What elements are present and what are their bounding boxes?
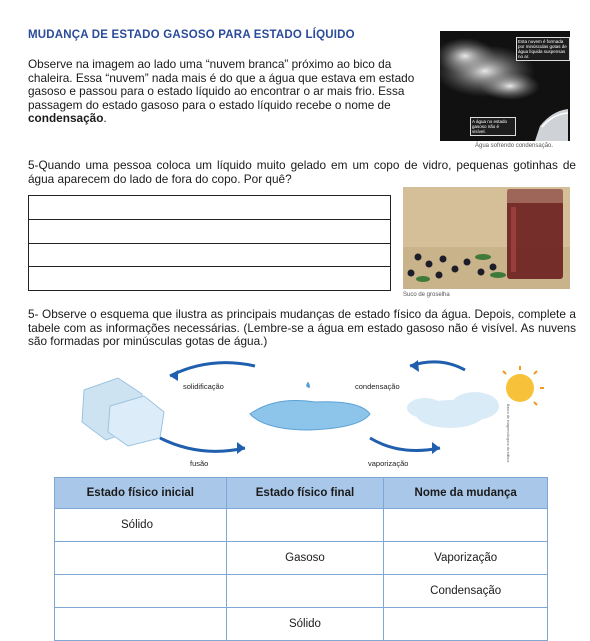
kettle-photo bbox=[440, 31, 570, 141]
kettle-label-bottom: A água no estado gasoso não é visível. bbox=[470, 117, 516, 136]
sun-icon bbox=[506, 374, 534, 402]
cloud-illustration bbox=[407, 392, 499, 428]
ice-cubes-illustration bbox=[82, 378, 164, 446]
intro-paragraph bbox=[28, 58, 433, 126]
answer-line bbox=[29, 243, 390, 244]
juice-glass-illustration bbox=[403, 187, 570, 289]
table-row bbox=[55, 542, 548, 575]
question-5a: 5-Quando uma pessoa coloca um líquido muito gelado em um copo de vidro, pequenas gotinhas de água aparecem do lado de fora do copo. Por quê? bbox=[28, 158, 576, 186]
table-cell[interactable] bbox=[55, 542, 227, 575]
state-change-diagram bbox=[70, 356, 560, 472]
label-vaporizacao: vaporização bbox=[368, 459, 409, 468]
table-row bbox=[55, 575, 548, 608]
image-credit: Banco de imagens/Arquivo da editora bbox=[506, 404, 510, 463]
answer-lines-box[interactable] bbox=[28, 195, 391, 291]
table-cell[interactable] bbox=[384, 608, 548, 641]
question-5b: 5- Observe o esquema que ilustra as principais mudanças de estado físico da água. Depois, complete a tabele com as informações necessárias. (Lembre-se a água em estado gasoso não é visível. As nuvens são formadas por minúsculas gotas de água.) bbox=[28, 307, 576, 349]
arrow-fusao bbox=[160, 438, 245, 451]
table-cell[interactable]: Sólido bbox=[226, 608, 384, 641]
table-cell[interactable]: Gasoso bbox=[226, 542, 384, 575]
answer-line bbox=[29, 266, 390, 267]
table-cell[interactable] bbox=[55, 608, 227, 641]
table-cell[interactable] bbox=[55, 575, 227, 608]
juice-photo bbox=[403, 187, 570, 289]
diagram-art bbox=[70, 356, 560, 472]
label-solidificacao: solidificação bbox=[183, 382, 224, 391]
kettle-caption: Água sofrendo condensação. bbox=[475, 143, 554, 149]
table-cell[interactable] bbox=[226, 575, 384, 608]
table-row bbox=[55, 509, 548, 542]
label-fusao: fusão bbox=[190, 459, 209, 468]
state-change-table bbox=[54, 477, 548, 641]
label-condensacao: condensação bbox=[355, 382, 400, 391]
table-cell[interactable]: Sólido bbox=[55, 509, 227, 542]
intro-keyword: condensação bbox=[28, 111, 104, 126]
table-cell[interactable]: Condensação bbox=[384, 575, 548, 608]
answer-line bbox=[29, 219, 390, 220]
water-puddle bbox=[250, 401, 370, 431]
kettle-label-top: Esta nuvem é formada por minúsculas gotas de água líquida suspensas no ar. bbox=[516, 37, 570, 61]
arrow-solidificacao bbox=[170, 363, 255, 376]
intro-text-end: . bbox=[103, 111, 107, 126]
juice-caption: Suco de groselha bbox=[403, 292, 450, 298]
section-title: MUDANÇA DE ESTADO GASOSO PARA ESTADO LÍQUIDO bbox=[28, 29, 355, 41]
table-header-row bbox=[55, 478, 548, 509]
intro-text: Observe na imagem ao lado uma “nuvem branca” próximo ao bico da chaleira. Essa “nuvem” nada mais é do que a água que estava em estado gasoso e passou para o estado líquido ao encontrar o ar mais frio. Essa passagem do estado gasoso para o estado líquido recebe o nome de bbox=[28, 57, 415, 112]
header-estado-final: Estado físico final bbox=[226, 478, 384, 509]
table-cell[interactable] bbox=[226, 509, 384, 542]
arrow-vaporizacao bbox=[370, 438, 440, 450]
header-nome-mudanca: Nome da mudança bbox=[384, 478, 548, 509]
table-cell[interactable] bbox=[384, 509, 548, 542]
table-row bbox=[55, 608, 548, 641]
header-estado-inicial: Estado físico inicial bbox=[55, 478, 227, 509]
table-cell[interactable]: Vaporização bbox=[384, 542, 548, 575]
